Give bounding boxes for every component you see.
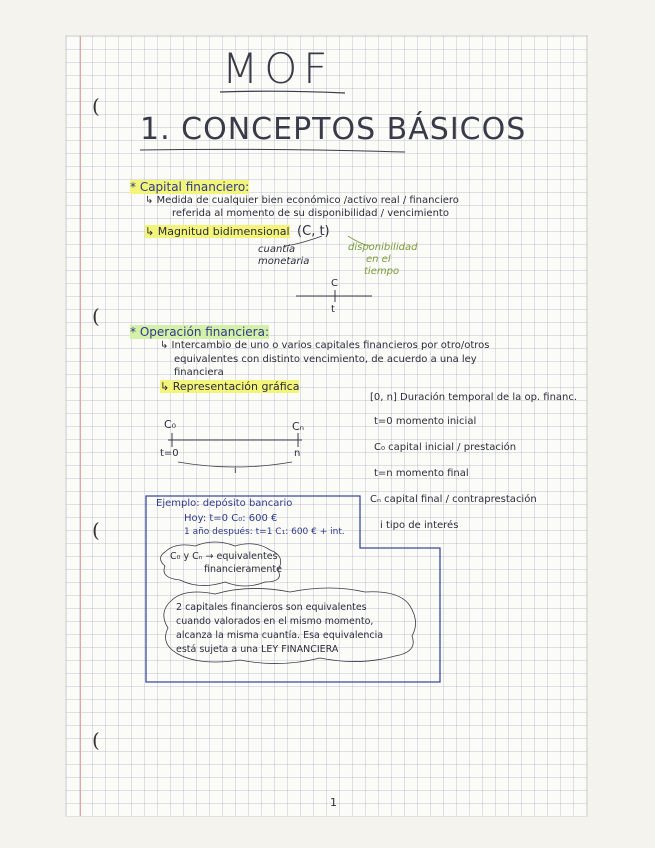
magnitude-tuple: (C, t): [297, 224, 330, 239]
cloud-1-line-2: financieramente: [204, 564, 282, 575]
timeline-i: i: [234, 466, 237, 476]
punch-hole-4: (: [92, 728, 100, 752]
cloud-1-line-1: C₀ y Cₙ → equivalentes: [170, 551, 278, 562]
axis-c-label: C: [331, 278, 338, 289]
page-number: 1: [330, 796, 337, 809]
example-heading: Ejemplo: depósito bancario: [156, 498, 293, 509]
operation-line-1: ↳ Intercambio de uno o varios capitales financieros por otro/otros: [160, 340, 490, 351]
section-underline: [140, 149, 405, 152]
operation-line-3: financiera: [174, 367, 224, 378]
legend-c0: C₀ capital inicial / prestación: [374, 442, 517, 453]
time-label-2: en el: [366, 254, 391, 265]
amount-label-1: cuantía: [258, 244, 296, 255]
punch-hole-3: (: [92, 518, 100, 542]
legend-i: i tipo de interés: [380, 520, 459, 531]
punch-hole-2: (: [92, 304, 100, 328]
legend-t0: t=0 momento inicial: [374, 416, 477, 427]
example-line-2: 1 año después: t=1 C₁: 600 € + int.: [184, 527, 345, 537]
capital-heading: * Capital financiero:: [130, 180, 250, 194]
graph-label: ↳ Representación gráfica: [160, 380, 300, 393]
cloud-2-line-3: alcanza la misma cuantía. Esa equivalencia: [176, 630, 384, 641]
timeline-tn: n: [294, 448, 301, 459]
section-title: 1. CONCEPTOS BÁSICOS: [140, 112, 527, 147]
capital-line-1: ↳ Medida de cualquier bien económico /activo real / financiero: [145, 195, 459, 206]
cloud-2-line-2: cuando valorados en el mismo momento,: [176, 616, 374, 627]
capital-line-2: referida al momento de su disponibilidad / vencimiento: [172, 208, 449, 219]
axis-t-label: t: [331, 304, 335, 315]
magnitude-row: [145, 224, 330, 239]
operation-line-2: equivalentes con distinto vencimiento, de acuerdo a una ley: [174, 354, 477, 365]
magnitude-label: ↳ Magnitud bidimensional: [145, 225, 290, 238]
time-label-1: disponibilidad: [348, 242, 418, 253]
legend-cn: Cₙ capital final / contraprestación: [370, 494, 537, 505]
example-line-1: Hoy: t=0 C₀: 600 €: [184, 513, 278, 524]
timeline-t0: t=0: [160, 448, 179, 459]
cloud-2-line-4: está sujeta a una LEY FINANCIERA: [176, 644, 339, 655]
amount-label-2: monetaria: [258, 256, 310, 267]
timeline-c0: C₀: [164, 418, 177, 431]
timeline-cn: Cₙ: [292, 420, 305, 433]
cloud-2-line-1: 2 capitales financieros son equivalentes: [176, 602, 367, 613]
legend-duration: [0, n] Duración temporal de la op. financ.: [370, 392, 578, 403]
punch-hole-1: (: [92, 94, 100, 118]
operation-heading: * Operación financiera:: [130, 325, 270, 339]
legend-tn: t=n momento final: [374, 468, 469, 479]
time-label-3: tiempo: [364, 266, 400, 277]
page-title: MOF: [222, 44, 334, 93]
